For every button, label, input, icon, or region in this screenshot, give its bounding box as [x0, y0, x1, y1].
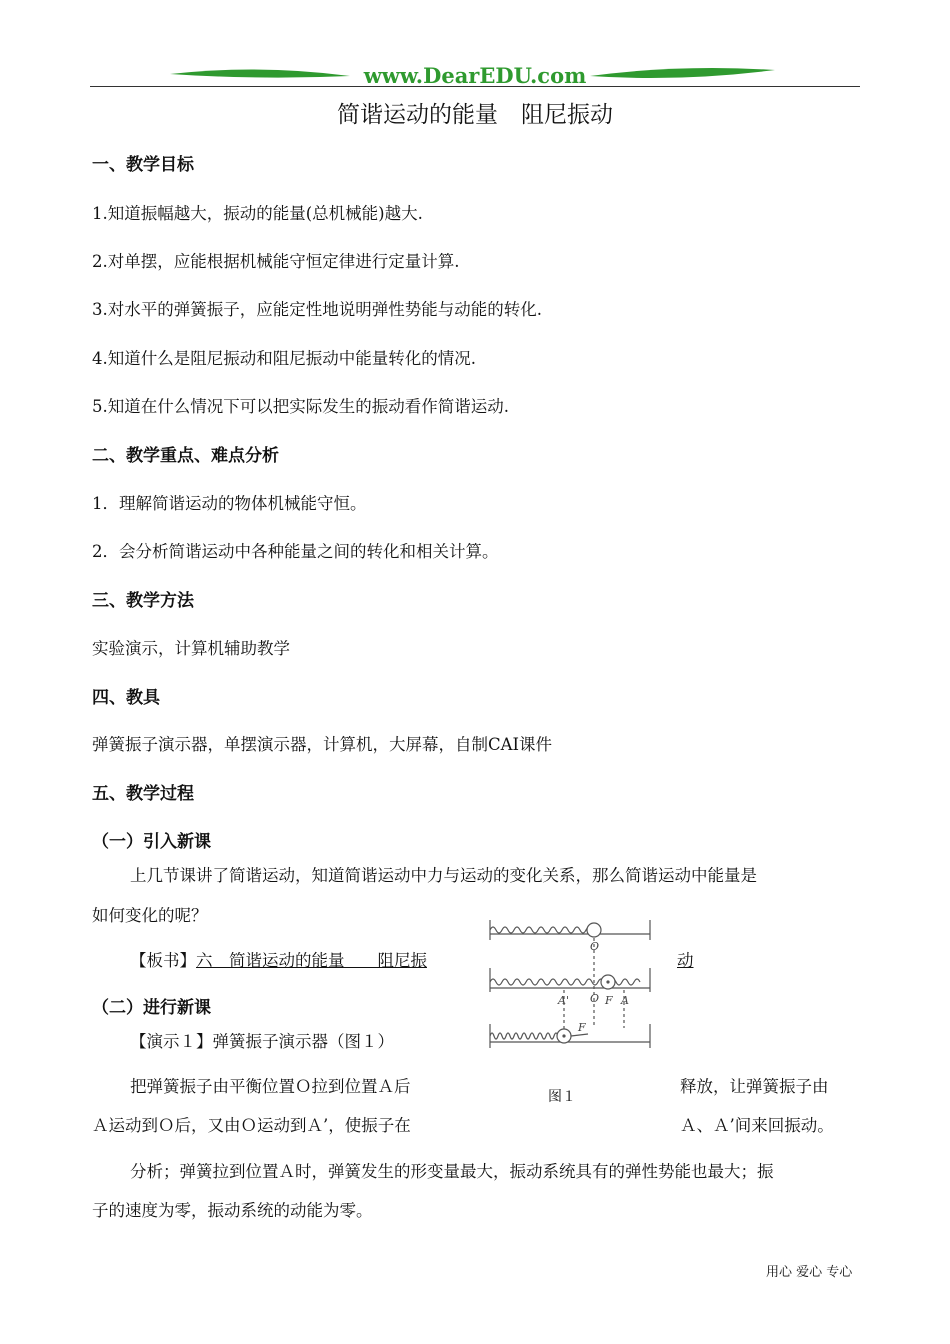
methods-text: 实验演示，计算机辅助教学 — [92, 639, 290, 658]
intro-text-line2: 如何变化的呢？ — [92, 906, 208, 925]
subheading-new-lesson: （二）进行新课 — [92, 998, 211, 1018]
figure-label-o-top: O — [590, 940, 600, 953]
analysis-line2: 子的速度为零，振动系统的动能为零。 — [92, 1201, 373, 1220]
page-footer: 用心 爱心 专心 — [766, 1265, 853, 1280]
demo-text-line1-left: 把弹簧振子由平衡位置Ｏ拉到位置Ａ后 — [130, 1077, 411, 1096]
demo1-label: 【演示１】弹簧振子演示器（图１） — [130, 1032, 394, 1051]
section-heading-process: 五、教学过程 — [92, 784, 194, 804]
figure-label-f-mid: F — [605, 994, 613, 1007]
demo-text-line2-right: Ａ、Ａ’间来回振动。 — [680, 1116, 834, 1135]
key-point-item: 2．会分析简谐运动中各种能量之间的转化和相关计算。 — [92, 542, 499, 561]
board-title: 六 简谐运动的能量 阻尼振 — [196, 951, 427, 970]
site-logo-text: www.DearEDU.com — [363, 63, 587, 88]
section-heading-key-points: 二、教学重点、难点分析 — [92, 446, 279, 466]
subheading-intro: （一）引入新课 — [92, 832, 211, 852]
section-heading-goals: 一、教学目标 — [92, 155, 194, 175]
figure-label-a-mid: A — [621, 994, 629, 1007]
section-heading-equipment: 四、教具 — [92, 688, 160, 708]
board-note — [130, 947, 427, 971]
analysis-line1: 分析；弹簧拉到位置Ａ时，弹簧发生的形变量最大，振动系统具有的弹性势能也最大；振 — [130, 1162, 774, 1181]
board-prefix: 【板书】 — [130, 951, 196, 970]
board-title-tail: 动 — [677, 951, 694, 970]
key-point-item: 1．理解简谐运动的物体机械能守恒。 — [92, 494, 367, 513]
goal-item: 5.知道在什么情况下可以把实际发生的振动看作简谐运动. — [92, 397, 509, 416]
equipment-text: 弹簧振子演示器，单摆演示器，计算机，大屏幕，自制CAI课件 — [92, 735, 553, 754]
figure-label-f-bottom: F — [578, 1021, 586, 1034]
spring-oscillator-figure — [484, 916, 660, 1056]
goal-item: 2.对单摆，应能根据机械能守恒定律进行定量计算. — [92, 252, 460, 271]
demo-text-line2-left: Ａ运动到Ｏ后，又由Ｏ运动到Ａ’，使振子在 — [92, 1116, 411, 1135]
intro-text-line1: 上几节课讲了简谐运动，知道简谐运动中力与运动的变化关系，那么简谐运动中能量是 — [130, 866, 757, 885]
demo-text-line1-right: 释放，让弹簧振子由 — [680, 1077, 829, 1096]
section-heading-methods: 三、教学方法 — [92, 591, 194, 611]
figure-label-a-prime: A' — [558, 994, 569, 1007]
page-title: 简谐运动的能量 阻尼振动 — [337, 102, 613, 128]
figure-label-o-mid: O — [590, 992, 600, 1005]
goal-item: 3.对水平的弹簧振子，应能定性地说明弹性势能与动能的转化. — [92, 300, 542, 319]
header-rule — [90, 86, 860, 87]
goal-item: 1.知道振幅越大，振动的能量(总机械能)越大. — [92, 204, 423, 223]
figure-caption: 图１ — [548, 1089, 576, 1105]
goal-item: 4.知道什么是阻尼振动和阻尼振动中能量转化的情况. — [92, 349, 476, 368]
